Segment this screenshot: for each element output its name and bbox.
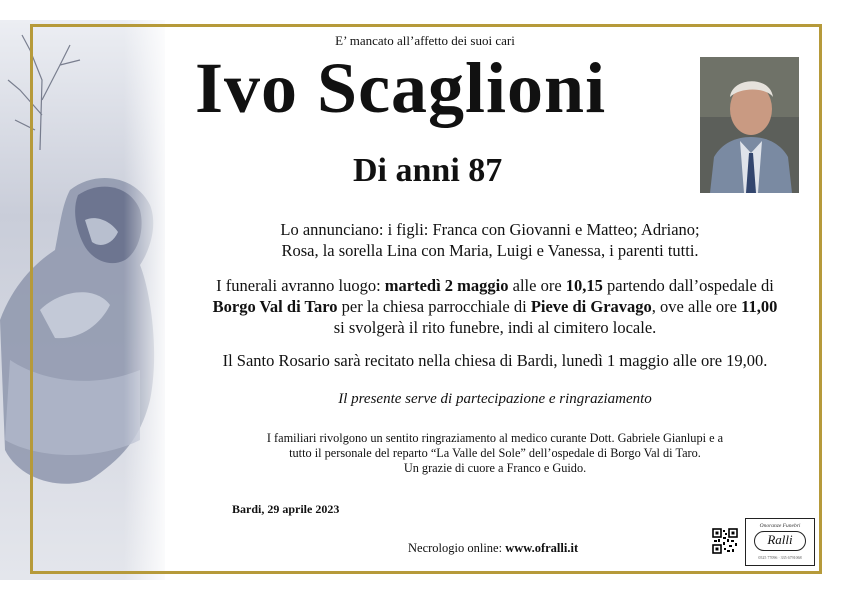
announcement-text: [240, 219, 740, 261]
funeral-text: per la chiesa parrocchiale di: [337, 297, 531, 316]
portrait-photo: [700, 57, 799, 193]
online-obituary: [408, 541, 578, 556]
funeral-text: si svolgerà il rito funebre, indi al cimitero locale.: [333, 318, 657, 337]
website-link[interactable]: www.ofralli.it: [505, 541, 579, 555]
announcement-line: Rosa, la sorella Lina con Maria, Luigi e Vanessa, i parenti tutti.: [281, 241, 699, 260]
ceremony-time: 11,00: [741, 297, 778, 316]
thanks-line: I familiari rivolgono un sentito ringraziamento al medico curante Dott. Gabriele Gianlupi e a: [266, 431, 724, 445]
funeral-details: [165, 275, 825, 338]
deceased-name: Ivo Scaglioni: [195, 48, 607, 128]
funeral-church: Pieve di Gravago: [530, 297, 652, 316]
announcement-line: Lo annunciano: i figli: Franca con Giovanni e Matteo; Adriano;: [280, 220, 700, 239]
thanks-line: tutto il personale del reparto “La Valle del Sole” dell’ospedale di Borgo Val di Taro.: [289, 446, 701, 460]
thanks-line: Un grazie di cuore a Franco e Guido.: [403, 461, 587, 475]
participation-note: Il presente serve di partecipazione e ringraziamento: [338, 391, 652, 407]
funeral-date: martedì 2 maggio: [384, 276, 509, 295]
logo-contacts: 0525 77096 · 335 6791068: [758, 555, 802, 560]
deceased-age: Di anni 87: [353, 152, 503, 189]
logo-name: Ralli: [754, 531, 806, 551]
funeral-text: , ove alle ore: [651, 297, 742, 316]
funeral-text: alle ore: [508, 276, 566, 295]
funeral-text: partendo dall’ospedale di: [602, 276, 774, 295]
online-label: Necrologio online:: [408, 541, 506, 555]
funeral-time: 10,15: [565, 276, 603, 295]
thanks-text: [200, 431, 790, 476]
funeral-departure-place: Borgo Val di Taro: [212, 297, 338, 316]
funeral-home-logo: [745, 518, 815, 566]
intro-line: E’ mancato all’affetto dei suoi cari: [335, 33, 515, 48]
funeral-text: I funerali avranno luogo:: [216, 276, 385, 295]
notice-date: Bardi, 29 aprile 2023: [232, 502, 340, 516]
rosary-notice: Il Santo Rosario sarà recitato nella chiesa di Bardi, lunedì 1 maggio alle ore 19,00.: [222, 351, 768, 370]
logo-tagline: Onoranze Funebri: [759, 523, 801, 529]
qr-code-icon[interactable]: [712, 528, 738, 554]
